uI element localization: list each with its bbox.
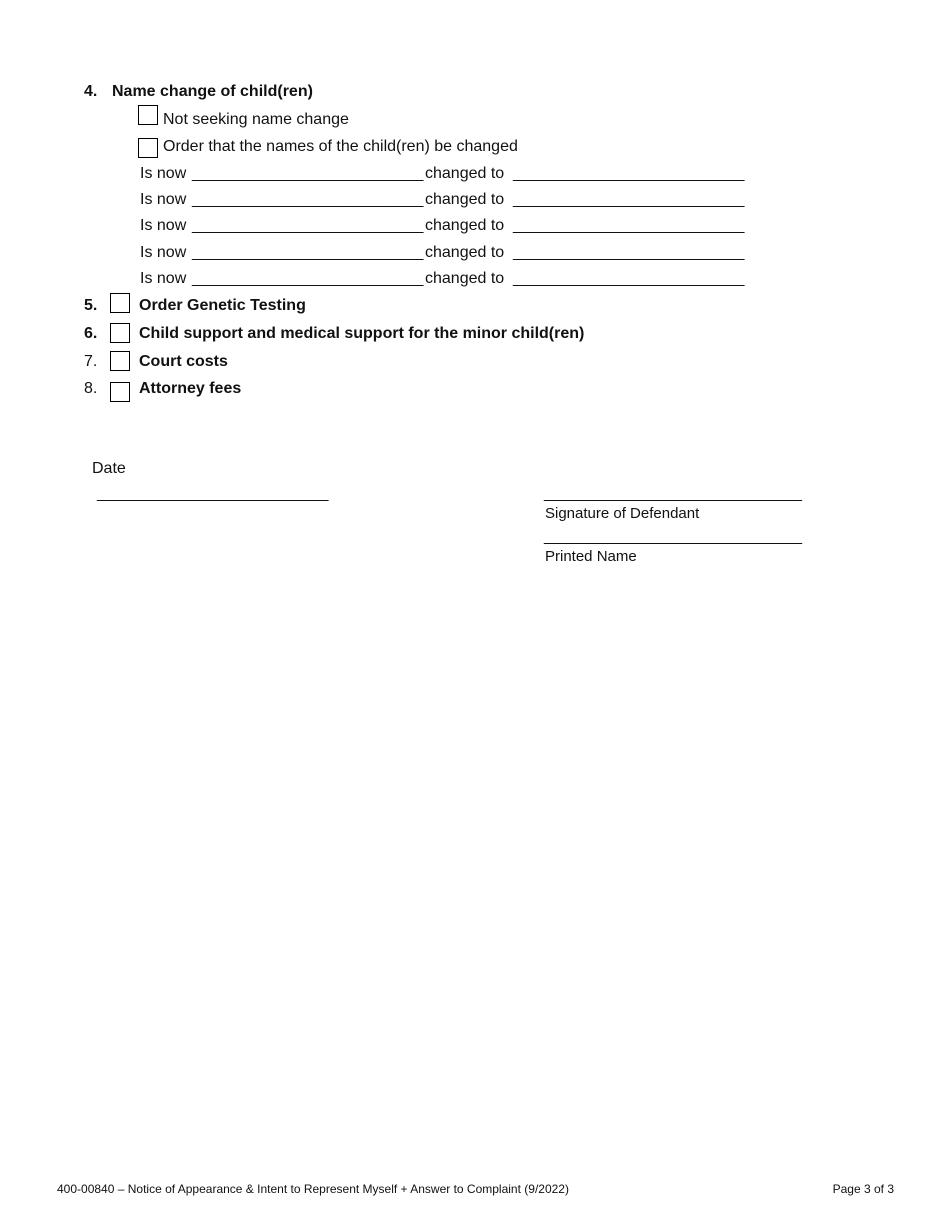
changed-to-label: changed to [425, 165, 505, 182]
date-field[interactable]: __________________________ [97, 485, 329, 502]
current-name-field[interactable]: __________________________ [192, 244, 424, 261]
attorney-fees-checkbox[interactable] [110, 382, 130, 402]
section-4-number: 4. [84, 83, 98, 100]
order-name-change-checkbox[interactable] [138, 138, 158, 158]
new-name-field[interactable]: __________________________ [513, 244, 745, 261]
order-name-change-label: Order that the names of the child(ren) be changed [163, 138, 518, 155]
printed-name-label: Printed Name [545, 548, 637, 565]
signature-label: Signature of Defendant [545, 505, 700, 522]
is-now-label: Is now [140, 270, 187, 287]
current-name-field[interactable]: __________________________ [192, 270, 424, 287]
footer-form-id: 400-00840 – Notice of Appearance & Intent to Represent Myself + Answer to Complaint (9/2022) [57, 1182, 569, 1196]
is-now-label: Is now [140, 165, 187, 182]
new-name-field[interactable]: __________________________ [513, 165, 745, 182]
new-name-field[interactable]: __________________________ [513, 270, 745, 287]
changed-to-label: changed to [425, 217, 505, 234]
item-6-number: 6. [84, 325, 98, 342]
attorney-fees-label: Attorney fees [139, 380, 242, 397]
changed-to-label: changed to [425, 270, 505, 287]
genetic-testing-checkbox[interactable] [110, 293, 130, 313]
changed-to-label: changed to [425, 191, 505, 208]
changed-to-label: changed to [425, 244, 505, 261]
footer-page-number: Page 3 of 3 [832, 1182, 894, 1196]
item-5-number: 5. [84, 297, 98, 314]
child-support-checkbox[interactable] [110, 323, 130, 343]
date-label: Date [92, 460, 126, 477]
current-name-field[interactable]: __________________________ [192, 217, 424, 234]
no-name-change-label: Not seeking name change [163, 111, 349, 128]
current-name-field[interactable]: __________________________ [192, 191, 424, 208]
current-name-field[interactable]: __________________________ [192, 165, 424, 182]
child-support-label: Child support and medical support for the minor child(ren) [139, 325, 585, 342]
new-name-field[interactable]: __________________________ [513, 217, 745, 234]
is-now-label: Is now [140, 244, 187, 261]
signature-field[interactable]: _____________________________ [544, 485, 803, 502]
court-costs-checkbox[interactable] [110, 351, 130, 371]
genetic-testing-label: Order Genetic Testing [139, 297, 306, 314]
item-8-number: 8. [84, 380, 98, 397]
section-4-title: Name change of child(ren) [112, 83, 313, 100]
no-name-change-checkbox[interactable] [138, 105, 158, 125]
is-now-label: Is now [140, 217, 187, 234]
court-costs-label: Court costs [139, 353, 228, 370]
item-7-number: 7. [84, 353, 98, 370]
printed-name-field[interactable]: _____________________________ [544, 528, 803, 545]
new-name-field[interactable]: __________________________ [513, 191, 745, 208]
is-now-label: Is now [140, 191, 187, 208]
